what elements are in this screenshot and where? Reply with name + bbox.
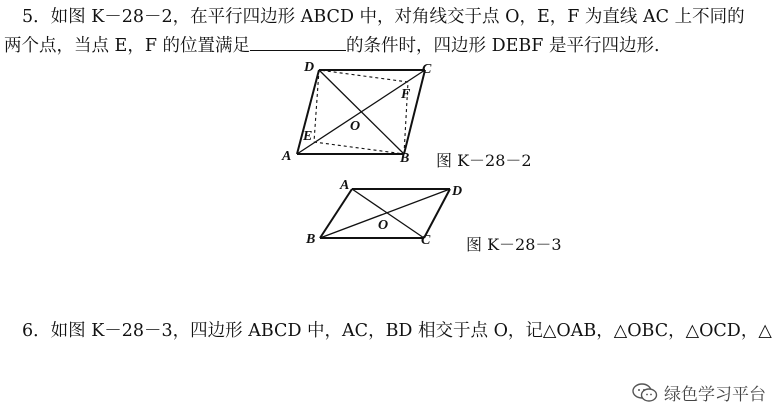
label-O: O bbox=[350, 119, 361, 134]
figure2-caption: 图 K－28－3 bbox=[466, 235, 562, 254]
label-O: O bbox=[378, 218, 389, 233]
problem6-line1: 6．如图 K－28－3，四边形 ABCD 中，AC，BD 相交于点 O，记△OAB，△OBC，△OCD，△ bbox=[22, 321, 772, 341]
label-A: A bbox=[340, 178, 350, 193]
answer-blank bbox=[250, 35, 346, 51]
watermark bbox=[632, 380, 766, 405]
figure1-caption: 图 K－28－2 bbox=[436, 151, 532, 170]
label-D: D bbox=[304, 60, 315, 75]
parallelogram-figure-1 bbox=[270, 58, 450, 170]
label-F: F bbox=[401, 87, 411, 102]
problem5-line2-start: 两个点，当点 E，F 的位置满足 bbox=[4, 36, 251, 56]
label-C: C bbox=[421, 233, 431, 248]
watermark-text: 绿色学习平台 bbox=[664, 385, 766, 405]
label-A: A bbox=[282, 149, 292, 164]
parallelogram-figure-2 bbox=[300, 176, 470, 254]
wechat-icon bbox=[632, 383, 658, 403]
label-E: E bbox=[303, 129, 313, 144]
problem5-line1: 5．如图 K－28－2，在平行四边形 ABCD 中，对角线交于点 O，E，F 为直线 AC 上不同的 bbox=[22, 7, 745, 27]
problem5-line2 bbox=[4, 35, 660, 57]
label-D: D bbox=[452, 184, 463, 199]
problem5-line2-end: 的条件时，四边形 DEBF 是平行四边形. bbox=[346, 36, 660, 56]
label-C: C bbox=[422, 62, 432, 77]
label-B: B bbox=[400, 151, 410, 166]
label-B: B bbox=[306, 232, 316, 247]
